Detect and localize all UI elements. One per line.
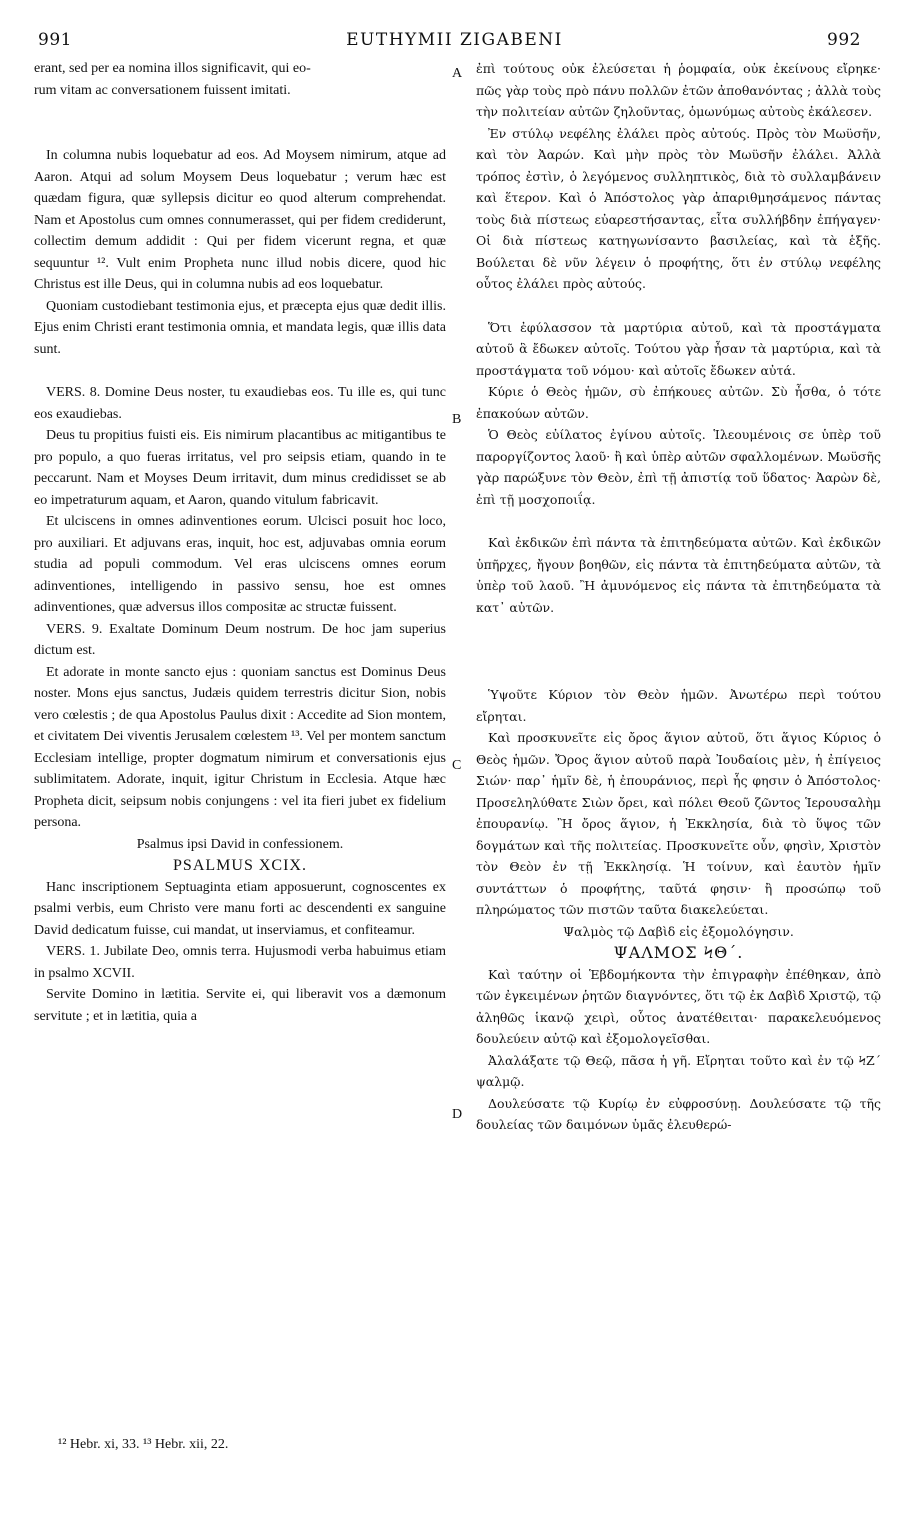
footnotes: ¹² Hebr. xi, 33. ¹³ Hebr. xii, 22. (58, 1437, 229, 1452)
greek-paragraph: Ὁ Θεὸς εὐίλατος ἐγίνου αὐτοῖς. Ἱλεουμένοις σε ὑπὲρ τοῦ παροργίζοντος λαοῦ· ἢ καὶ ὑπὲρ αὐτῶν σφαλλομένων. Μωϋσῆς γὰρ παρώξυνε τὸν Θεὸν, ἐπὶ τῇ ἀπιστίᾳ τοῦ ὕδατος· Ἀαρὼν δὲ, ἐπὶ τῇ μοσχοποιΐᾳ. (476, 427, 881, 507)
greek-paragraph: Καὶ ἐκδικῶν ἐπὶ πάντα τὰ ἐπιτηδεύματα αὐτῶν. Καὶ ἐκδικῶν ὑπῆρχες, ἤγουν βοηθῶν, εἰς πάντα τὰ ἐπιτηδεύματα αὐτῶν, τὰ ὑπὲρ τοῦ λαοῦ. Ἢ ἀμυνόμενος εἰς πάντα τὰ ἐπιτηδεύματα τὰ κατ᾽ αὐτῶν. (476, 535, 881, 615)
greek-paragraph: Καὶ προσκυνεῖτε εἰς ὄρος ἅγιον αὐτοῦ, ὅτι ἅγιος Κύριος ὁ Θεὸς ἡμῶν. Ὄρος ἅγιον αὐτοῦ παρὰ Ἰουδαίοις μὲν, ἡ ἐπίγειος Σιών· παρ᾽ ἡμῖν δὲ, ἡ ἐπουράνιος, περὶ ἧς φησιν ὁ Ἀπόστολος· Προσεληλύθατε Σιὼν ὄρει, καὶ πόλει Θεοῦ ζῶντος Ἱερουσαλὴμ ἐπουρανίῳ. Ἢ ὄρος ἅγιον, ἡ Ἐκκλησία, διὰ τὸ ὕψος τῶν δογμάτων καὶ τῆς πολιτείας. Προσκυνεῖτε οὖν, φησὶν, Χριστὸν τὸν Θεὸν ἐν τῇ Ἐκκλησίᾳ. Ἡ τοίνυν, καὶ ἑαυτὸν ἡμῖν συντάττων ὁ προφήτης, ταῦτά φησιν· ἢ προσώπῳ τοῦ πληρώματος τῶν πιστῶν ταῦτα διακελεύεται. (476, 730, 881, 917)
latin-paragraph: VERS. 9. Exaltate Dominum Deum nostrum. De hoc jam superius dictum est. (34, 621, 446, 658)
latin-column (34, 58, 446, 1027)
greek-paragraph: Δουλεύσατε τῷ Κυρίῳ ἐν εὐφροσύνῃ. Δουλεύσατε τῷ τῆς δουλείας τῶν δαιμόνων ὑμᾶς ἐλευθερώ- (476, 1095, 881, 1132)
margin-marker-b: B (452, 412, 462, 427)
greek-paragraph: Καὶ ταύτην οἱ Ἑβδομήκοντα τὴν ἐπιγραφὴν ἐπέθηκαν, ἀπὸ τῶν ἐγκειμένων ῥητῶν διαγνόντες, ὅτι τῷ ἐκ Δαβὶδ Χριστῷ, τῷ ἀληθῶς ἱκανῷ χειρὶ, οὗτος ἀνατέθειται· παρακελευόμενος δουλεύειν αὐτῷ καὶ ἐξομολογεῖσθαι. (476, 966, 881, 1046)
latin-paragraph: Hanc inscriptionem Septuaginta etiam apposuerunt, cognoscentes ex psalmi verbis, eum Christo vere manu forti ac descendenti ex sanguine David dedicatum fuisse, cui mandat, ut inserviamus, et confiteamur. (34, 879, 446, 938)
latin-paragraph: Servite Domino in lætitia. Servite ei, qui liberavit vos a dæmonum servitute ; et in lætitia, quia a (34, 987, 446, 1024)
margin-marker-d: D (452, 1107, 463, 1122)
latin-paragraph: VERS. 1. Jubilate Deo, omnis terra. Hujusmodi verba habuimus etiam in psalmo XCVII. (34, 944, 446, 981)
greek-paragraph: ἐπὶ τούτους οὐκ ἐλεύσεται ἡ ῥομφαία, οὐκ ἐκείνους εἴρηκε· πῶς γὰρ τοὺς πρὸ πάνυ πολλῶν ἐτῶν ἀποθανόντας ; ἀλλὰ τοὺς τὴν πολιτείαν αὐτῶν ζηλοῦντας, ὁμωνύμως αὐτοὺς ἐκάλεσεν. (476, 61, 881, 119)
latin-paragraph: VERS. 8. Domine Deus noster, tu exaudiebas eos. Tu ille es, qui tunc eos exaudiebas. (34, 385, 446, 422)
greek-paragraph: Κύριε ὁ Θεὸς ἡμῶν, σὺ ἐπήκουες αὐτῶν. Σὺ ἦσθα, ὁ τότε ἐπακούων αὐτῶν. (476, 384, 881, 421)
psalm-title-greek: ΨΑΛΜΟΣ ϞΘ΄. (613, 943, 744, 962)
psalm-inscription-greek: Ψαλμὸς τῷ Δαβὶδ εἰς ἐξομολόγησιν. (563, 923, 794, 939)
margin-marker-a: A (452, 66, 463, 81)
psalm-inscription: Psalmus ipsi David in confessionem. (136, 836, 344, 852)
greek-column (476, 58, 881, 1136)
margin-marker-c: C (452, 758, 462, 773)
running-title: EUTHYMII ZIGABENI (346, 30, 563, 50)
latin-paragraph: rum vitam ac conversationem fuissent imitati. (34, 82, 291, 98)
page-number-right: 992 (827, 30, 861, 50)
greek-paragraph: Ὅτι ἐφύλασσον τὰ μαρτύρια αὐτοῦ, καὶ τὰ προστάγματα αὐτοῦ ἃ ἔδωκεν αὐτοῖς. Τούτου γὰρ ἦσαν τὰ μαρτύρια, καὶ τὰ προστάγματα τοῦ νόμου· καὶ αὐτοῖς ἔδωκεν αὐτά. (476, 319, 881, 378)
latin-paragraph: Quoniam custodiebant testimonia ejus, et præcepta ejus quæ dedit illis. Ejus enim Christi erant testimonia omnia, et mandata legis, quæ illis data sunt. (34, 298, 446, 357)
psalm-title: PSALMUS XCIX. (173, 857, 307, 874)
greek-paragraph: Ἐν στύλῳ νεφέλης ἐλάλει πρὸς αὐτούς. Πρὸς τὸν Μωϋσῆν, καὶ τὸν Ἀαρών. Καὶ μὴν πρὸς τὸν Μωϋσῆν ἐλάλει. Ἀλλὰ τρόπος ἐστὶν, ὁ λεγόμενος συλληπτικὸς, διὰ τὸ συλλαμβάνειν καὶ ἕτερον. Καὶ ὁ Ἀπόστολος γὰρ ἀπαριθμησάμενος πάντας τοὺς διὰ πίστεως εὐαρεστήσαντας, εἶτα συλλήβδην ἐπήγαγεν· Οἱ διὰ πίστεως κατηγωνίσαντο βασιλείας, καὶ τὰ ἑξῆς. Βούλεται δὲ νῦν λέγειν ὁ προφήτης, ὅτι ἐν στύλῳ νεφέλης οὗτος ἐλάλει πρὸς αὐτούς. (476, 125, 881, 291)
page-number-left: 991 (38, 30, 72, 50)
latin-paragraph: Et adorate in monte sancto ejus : quoniam sanctus est Dominus Deus noster. Mons ejus sanctus, Judæis quidem terrestris dicitur Sion, nobis vero cœlestis ; de qua Apostolus Paulus dixit : Accedite ad Sion montem, et civitatem Dei viventis Jerusalem cœlestem ¹³. Vel per montem sanctum Ecclesiam intellige, propter dogmatum nimirum et conversationis ejus sublimitatem. Adorate, inquit, igitur Christum in Ecclesia. Atque hæc Propheta dicit, seipsum nobis conjungens : vel ita fieri jubet ex fidelium persona. (34, 664, 446, 830)
latin-paragraph: In columna nubis loquebatur ad eos. Ad Moysem nimirum, atque ad Aaron. Atqui ad solum Moysem Deus loquebatur ; verum hæc est quædam figura, quæ syllepsis dicitur eo quod alterum comprehendat. Nam et Apostolus cum omnes connumerasset, qui per fidem crediderunt, collectim demum addidit : Qui per fidem vicerunt regna, et quæ sequuntur ¹². Vult enim Propheta nunc illud nobis dicere, quod hic Christus est ille Deus, qui in columna nubis ad eos loquebatur. (34, 148, 446, 292)
latin-paragraph: erant, sed per ea nomina illos significavit, qui eo- (34, 61, 311, 76)
greek-paragraph: Ὑψοῦτε Κύριον τὸν Θεὸν ἡμῶν. Ἀνωτέρω περὶ τούτου εἴρηται. (476, 687, 881, 724)
greek-paragraph: Ἀλαλάξατε τῷ Θεῷ, πᾶσα ἡ γῆ. Εἴρηται τοῦτο καὶ ἐν τῷ ϞΖ΄ ψαλμῷ. (476, 1052, 881, 1089)
latin-paragraph: Et ulciscens in omnes adinventiones eorum. Ulcisci posuit hoc loco, pro auxiliari. Et adjuvans eras, inquit, hoc est, adjuvabas omnia eorum studia ad populi commodum. Vel eras ulciscens omnes eorum adinventiones, intelligendo in passivo sensu, hoe est omnes adinventiones, quæ adversus illos compositæ ac structæ fuissent. (34, 514, 446, 615)
latin-paragraph: Deus tu propitius fuisti eis. Eis nimirum placantibus ac mitigantibus te pro populo, a quo fueras irritatus, vel pro seipsis etiam, quando in te peccarunt. Nam et Moyses Deum irritavit, dum minus credidisset se ab eo impetraturum aquam, et Aaron, quando vitulum fabricavit. (34, 428, 446, 508)
